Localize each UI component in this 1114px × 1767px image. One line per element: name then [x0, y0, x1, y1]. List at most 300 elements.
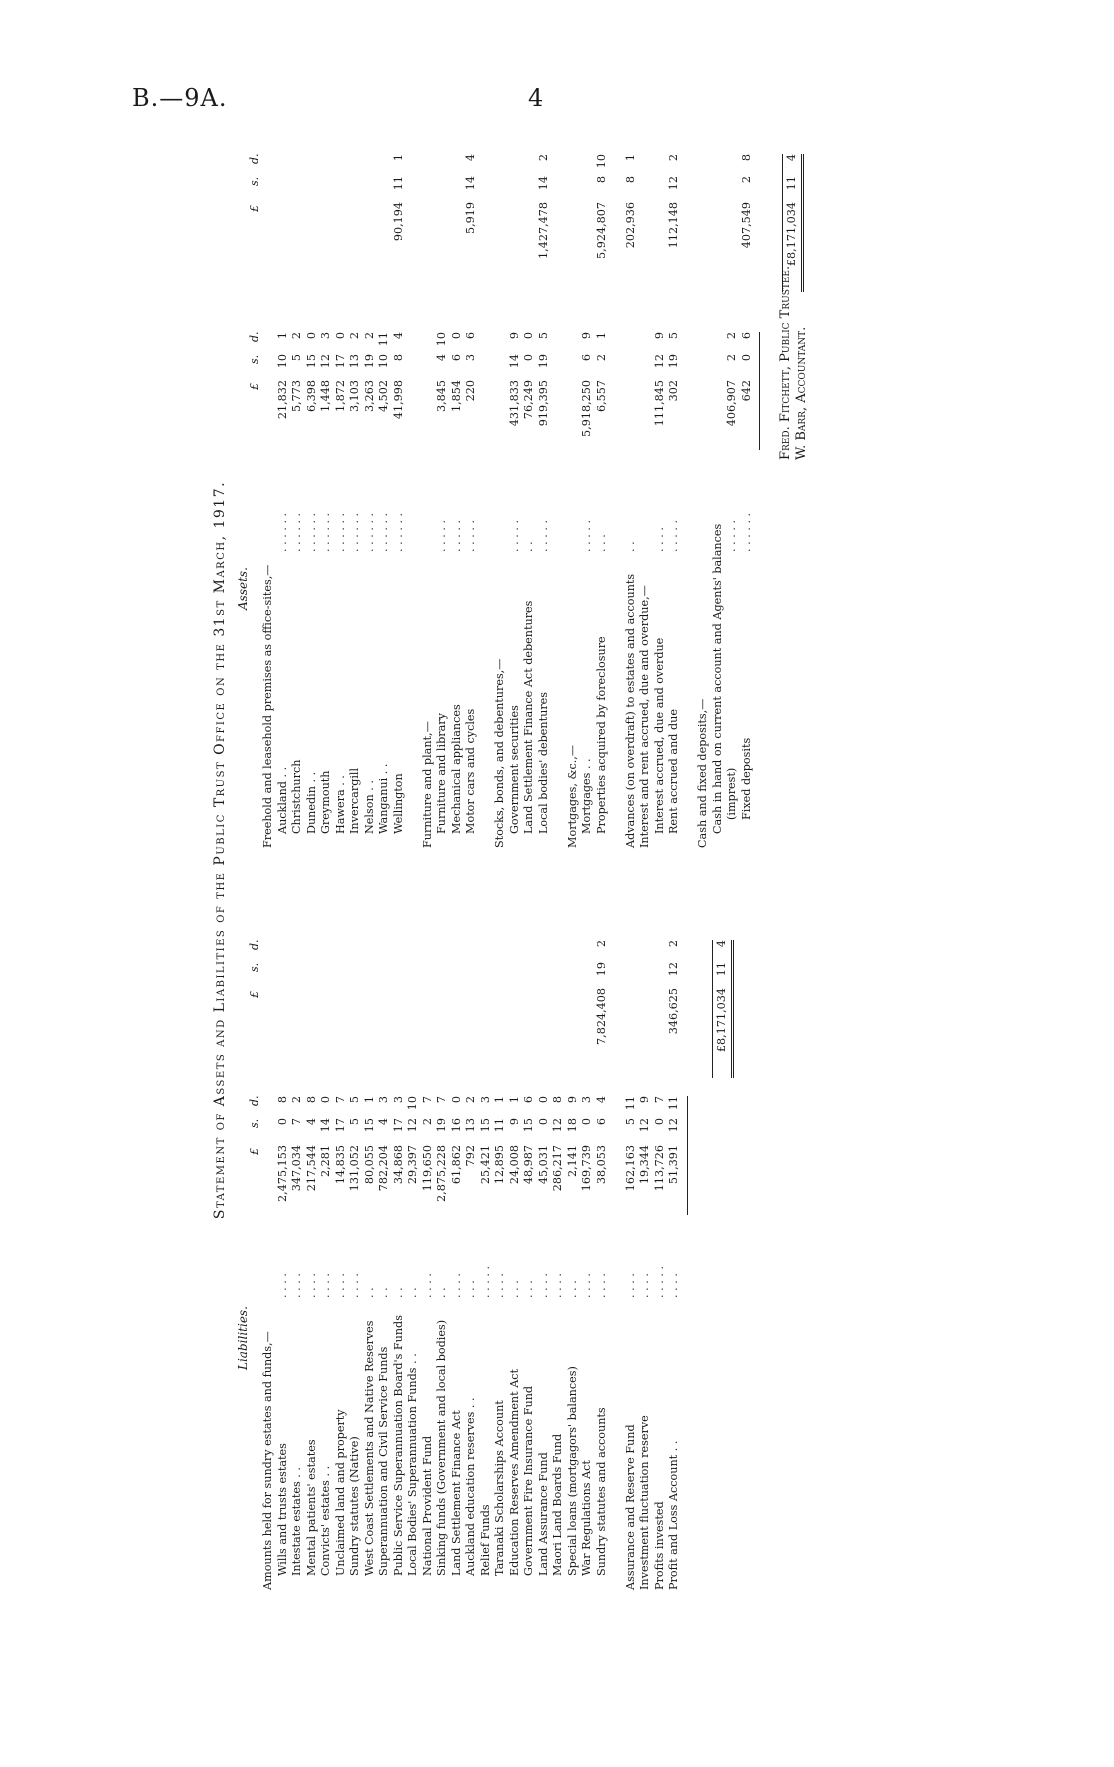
amount-cell: 9	[565, 1096, 579, 1104]
amount-cell: 34,868	[391, 1145, 405, 1185]
amount-cell: 0	[304, 332, 318, 340]
amount-cell: 2	[739, 176, 753, 184]
amount-cell: 9	[638, 1096, 651, 1104]
amount-cell: 792	[464, 1145, 477, 1167]
amount-cell: 11	[377, 332, 390, 347]
row-label: National Provident Fund	[420, 1435, 434, 1576]
amount-cell: 0	[333, 332, 347, 340]
leader-dots: . . . . .	[507, 519, 521, 552]
total-rule	[712, 940, 713, 1078]
page-ref: B.—9A.	[132, 84, 228, 112]
table-row	[726, 110, 738, 848]
amount-cell: 346,625	[667, 988, 680, 1035]
table-row	[596, 870, 608, 1590]
amount-cell: 12	[638, 1118, 651, 1133]
amount-cell: 8	[623, 176, 637, 184]
leader-dots: . .	[377, 1287, 390, 1298]
amount-cell: 8	[304, 1096, 318, 1104]
amount-cell: 3,845	[435, 380, 448, 413]
leader-dots: . . . .	[652, 527, 666, 552]
row-label: Mechanical appliances	[449, 704, 463, 834]
leader-dots: . . . .	[551, 1273, 564, 1298]
amount-cell: 2	[667, 940, 680, 948]
row-label: Interest and rent accrued, due and overdue,—	[638, 585, 651, 848]
amount-cell: 3,263	[362, 380, 376, 413]
amount-cell: 45,031	[536, 1145, 550, 1185]
amount-cell: 48,987	[522, 1145, 535, 1185]
row-label: Auckland education reserves . .	[464, 1397, 477, 1576]
amount-cell: 782,204	[377, 1145, 390, 1192]
leader-dots: . . . .	[536, 1273, 550, 1298]
row-label: Wanganui . .	[377, 763, 390, 834]
amount-cell: 11	[493, 1118, 506, 1133]
row-label: Sundry statutes (Native)	[348, 1436, 361, 1576]
leader-dots: . . . .	[290, 1273, 303, 1298]
amount-cell: 1,427,478	[536, 202, 550, 259]
amount-cell: 202,936	[623, 202, 637, 249]
amount-cell: 14	[319, 1118, 332, 1133]
amount-cell: 2	[536, 154, 550, 162]
amount-cell: 15	[304, 354, 318, 369]
amount-cell: 347,034	[290, 1145, 303, 1192]
row-label: Stocks, bonds, and debentures,—	[493, 658, 506, 848]
column-header: d.	[248, 939, 261, 950]
amount-cell: 16	[449, 1118, 463, 1133]
amount-cell: 15	[522, 1118, 535, 1133]
table-row	[668, 110, 680, 848]
row-label: Land Assurance Fund	[536, 1452, 550, 1576]
amount-cell: 12	[667, 176, 680, 191]
table-row	[364, 110, 376, 848]
total-amount: £8,171,034	[785, 202, 798, 267]
table-row	[639, 870, 651, 1590]
assets-table	[246, 110, 846, 848]
amount-cell: 7	[420, 1096, 434, 1104]
row-label: Special loans (mortgagors' balances)	[565, 1366, 579, 1576]
leader-dots: . . . .	[319, 1273, 332, 1298]
amount-cell: 1	[623, 154, 637, 162]
amount-cell: 0	[449, 1096, 463, 1104]
table-row	[654, 110, 666, 848]
total-amount: 11	[715, 962, 728, 977]
table-row	[552, 870, 564, 1590]
leader-dots: . . . .	[638, 1273, 651, 1298]
amount-cell: 12	[406, 1118, 419, 1133]
table-row	[306, 870, 318, 1590]
amount-cell: 0	[652, 1118, 666, 1126]
amount-cell: 25,421	[478, 1145, 492, 1185]
column-header: s.	[248, 1118, 261, 1128]
row-label: Profits invested	[652, 1501, 666, 1590]
amount-cell: 19	[362, 354, 376, 369]
assets-heading: Assets.	[236, 567, 250, 610]
amount-cell: 131,052	[348, 1145, 361, 1192]
leader-dots: . . . . . .	[377, 512, 390, 552]
amount-cell: 5	[290, 354, 303, 362]
amount-cell: 2,141	[565, 1145, 579, 1178]
amount-cell: 4	[377, 1118, 390, 1126]
row-label: Cash and fixed deposits,—	[696, 698, 709, 848]
leader-dots: . . .	[464, 1280, 477, 1298]
amount-cell: 4	[391, 332, 405, 340]
total-double-rule	[801, 154, 804, 292]
table-row	[335, 110, 347, 848]
leader-dots: . . .	[507, 1280, 521, 1298]
column-header: s.	[248, 962, 261, 972]
amount-cell: 3	[391, 1096, 405, 1104]
amount-cell: 0	[522, 332, 535, 340]
amount-cell: 8	[391, 354, 405, 362]
table-row	[625, 870, 637, 1590]
total-double-rule	[731, 940, 734, 1078]
table-row	[407, 110, 419, 848]
row-label: Land Settlement Finance Act debentures	[522, 600, 535, 834]
amount-cell: 1,872	[333, 380, 347, 413]
amount-cell: 2	[420, 1118, 434, 1126]
amount-cell: 6	[580, 354, 593, 362]
row-label: Furniture and plant,—	[420, 721, 434, 848]
amount-cell: 13	[464, 1118, 477, 1133]
table-row	[277, 870, 289, 1590]
leader-dots: . . . . .	[667, 519, 680, 552]
table-row	[596, 110, 608, 848]
table-row	[335, 870, 347, 1590]
row-label: Auckland . .	[275, 766, 289, 834]
amount-cell: 4	[304, 1118, 318, 1126]
amount-cell: 0	[580, 1118, 593, 1126]
table-row	[306, 110, 318, 848]
row-label: Greymouth	[319, 770, 332, 834]
amount-cell: 2,875,228	[435, 1145, 448, 1202]
amount-cell: 5	[667, 332, 680, 340]
leader-dots: . . . . . .	[290, 512, 303, 552]
leader-dots: . . . . . .	[348, 512, 361, 552]
amount-cell: 431,833	[507, 380, 521, 427]
amount-cell: 10	[406, 1096, 419, 1111]
table-row	[393, 870, 405, 1590]
leader-dots: . . .	[522, 1280, 535, 1298]
amount-cell: 642	[739, 380, 753, 402]
amount-cell: 12	[551, 1118, 564, 1133]
leader-dots: . .	[435, 1287, 448, 1298]
rotated-statement	[212, 110, 877, 1590]
leader-dots: . . . . .	[435, 519, 448, 552]
statement-title: Statement of Assets and Liabilities of the Public Trust Office on the 31st March, 1917.	[212, 480, 228, 1220]
amount-cell: 5	[348, 1096, 361, 1104]
amount-cell: 80,055	[362, 1145, 376, 1185]
amount-cell: 38,053	[594, 1145, 608, 1185]
amount-cell: 3	[478, 1096, 492, 1104]
leader-dots: . .	[362, 1287, 376, 1298]
table-row	[610, 870, 622, 1590]
amount-cell: 19	[667, 354, 680, 369]
amount-cell: 3	[377, 1096, 390, 1104]
amount-cell: 21,832	[275, 380, 289, 420]
table-row	[509, 110, 521, 848]
table-row	[509, 870, 521, 1590]
row-label: Nelson . .	[362, 780, 376, 834]
table-row	[654, 870, 666, 1590]
amount-cell: 0	[319, 1096, 332, 1104]
amount-cell: 1,448	[319, 380, 332, 413]
amount-cell: 4	[594, 1096, 608, 1104]
amount-cell: 2,475,153	[275, 1145, 289, 1202]
total-row	[786, 110, 798, 848]
amount-cell: 302	[667, 380, 680, 402]
leader-dots: . . . .	[304, 1273, 318, 1298]
table-row	[494, 870, 506, 1590]
amount-cell: 1,854	[449, 380, 463, 413]
table-row	[741, 110, 753, 848]
row-label: Land Settlement Finance Act	[449, 1410, 463, 1576]
amount-cell: 11	[391, 176, 405, 191]
amount-cell: 5,924,807	[594, 202, 608, 259]
total-amount: 11	[785, 176, 798, 191]
amount-cell: 162,163	[623, 1145, 637, 1192]
leader-dots: . .	[623, 541, 637, 552]
amount-cell: 19,344	[638, 1145, 651, 1185]
amount-cell: 169,739	[580, 1145, 593, 1192]
table-row	[480, 110, 492, 848]
amount-cell: 919,395	[536, 380, 550, 427]
amount-cell: 1	[493, 1096, 506, 1104]
amount-cell: 113,726	[652, 1145, 666, 1192]
row-label: Freehold and leasehold premises as office-sites,—	[261, 564, 274, 848]
table-row	[567, 870, 579, 1590]
row-label: (imprest)	[725, 767, 738, 820]
leader-dots: . . . . .	[478, 1265, 492, 1298]
row-label: War Regulations Act	[580, 1460, 593, 1576]
table-row	[610, 110, 622, 848]
subtotal-rule	[687, 1096, 688, 1215]
row-label: Mortgages . .	[580, 758, 593, 834]
amount-cell: 0	[536, 1096, 550, 1104]
leader-dots: . . . .	[594, 1273, 608, 1298]
amount-cell: 6	[464, 332, 477, 340]
column-header: d.	[248, 1095, 261, 1106]
table-row	[494, 110, 506, 848]
amount-cell: 41,998	[391, 380, 405, 420]
subtotal-rule	[759, 332, 760, 450]
leader-dots: . . . .	[449, 1273, 463, 1298]
table-row	[436, 870, 448, 1590]
row-label: Public Service Superannuation Board's Funds	[391, 1315, 405, 1576]
column-header: £	[248, 1148, 261, 1155]
amount-cell: 5	[623, 1118, 637, 1126]
table-row	[422, 870, 434, 1590]
table-row	[538, 870, 550, 1590]
amount-cell: 3,103	[348, 380, 361, 413]
table-row	[378, 110, 390, 848]
row-label: Intestate estates . .	[290, 1467, 303, 1576]
amount-cell: 12	[667, 1118, 680, 1133]
amount-cell: 3	[464, 354, 477, 362]
table-row	[523, 870, 535, 1590]
leader-dots: . . . . . .	[304, 512, 318, 552]
amount-cell: 8	[594, 176, 608, 184]
table-row	[552, 110, 564, 848]
amount-cell: 0	[522, 354, 535, 362]
signature-accountant: W. Barr, Accountant.	[794, 326, 809, 460]
amount-cell: 2	[464, 1096, 477, 1104]
amount-cell: 11	[667, 1096, 680, 1111]
amount-cell: 19	[435, 1118, 448, 1133]
leader-dots: . .	[406, 1287, 419, 1298]
row-label: Local bodies' debentures	[536, 691, 550, 834]
leader-dots: . . . .	[580, 1273, 593, 1298]
amount-cell: 6	[739, 332, 753, 340]
leader-dots: . . . .	[348, 1273, 361, 1298]
leader-dots: . . . .	[333, 1273, 347, 1298]
amount-cell: 17	[391, 1118, 405, 1133]
amount-cell: 12	[652, 354, 666, 369]
row-label: Fixed deposits	[739, 737, 753, 820]
leader-dots: . . . .	[667, 1273, 680, 1298]
amount-cell: 17	[333, 1118, 347, 1133]
row-label: Dunedin . .	[304, 771, 318, 834]
row-label: Superannuation and Civil Service Funds	[377, 1346, 390, 1576]
liabilities-heading: Liabilities.	[236, 1306, 250, 1370]
row-label: Profit and Loss Account . .	[667, 1440, 680, 1590]
amount-cell: 0	[739, 354, 753, 362]
amount-cell: 407,549	[739, 202, 753, 249]
row-label: Wellington	[391, 773, 405, 834]
row-label: Christchurch	[290, 759, 303, 834]
amount-cell: 90,194	[391, 202, 405, 242]
row-label: Taranaki Scholarships Account	[493, 1400, 506, 1576]
amount-cell: 10	[435, 332, 448, 347]
amount-cell: 2	[290, 332, 303, 340]
amount-cell: 10	[594, 154, 608, 169]
row-label: Assurance and Reserve Fund	[623, 1424, 637, 1590]
amount-cell: 1	[507, 1096, 521, 1104]
amount-cell: 8	[275, 1096, 289, 1104]
amount-cell: 4	[464, 154, 477, 162]
column-header: £	[248, 205, 261, 212]
table-row	[712, 110, 724, 848]
amount-cell: 1	[275, 332, 289, 340]
column-header: s.	[248, 176, 261, 186]
amount-cell: 1	[594, 332, 608, 340]
amount-cell: 7,824,408	[594, 988, 608, 1045]
amount-cell: 6,398	[304, 380, 318, 413]
amount-cell: 24,008	[507, 1145, 521, 1185]
leader-dots: . . . . .	[652, 1265, 666, 1298]
amount-cell: 2	[290, 1096, 303, 1104]
row-label: Government securities	[507, 705, 521, 834]
leader-dots: . . . . . .	[391, 512, 405, 552]
amount-cell: 119,650	[420, 1145, 434, 1192]
table-row	[625, 110, 637, 848]
amount-cell: 18	[565, 1118, 579, 1133]
total-amount: 4	[785, 154, 798, 162]
amount-cell: 5	[536, 332, 550, 340]
table-row	[422, 110, 434, 848]
table-row	[639, 110, 651, 848]
amount-cell: 2	[362, 332, 376, 340]
table-row	[320, 110, 332, 848]
amount-cell: 6,557	[594, 380, 608, 413]
amount-cell: 9	[580, 332, 593, 340]
signature-public-trustee: Fred. Fitchett, Public Trustee.	[778, 265, 793, 460]
row-label: Investment fluctuation reserve	[638, 1415, 651, 1590]
amount-cell: 7	[290, 1118, 303, 1126]
amount-cell: 10	[377, 354, 390, 369]
leader-dots: . . . . .	[449, 519, 463, 552]
amount-cell: 2	[348, 332, 361, 340]
amount-cell: 6	[594, 1118, 608, 1126]
amount-cell: 2	[725, 354, 738, 362]
row-label: Invercargill	[348, 767, 361, 834]
leader-dots: . . . . . .	[319, 512, 332, 552]
table-row	[465, 110, 477, 848]
amount-cell: 8	[551, 1096, 564, 1104]
amount-cell: 6	[449, 354, 463, 362]
column-header: £	[248, 383, 261, 390]
amount-cell: 15	[478, 1118, 492, 1133]
amount-cell: 2	[667, 154, 680, 162]
row-label: Relief Funds	[478, 1504, 492, 1576]
table-row	[581, 870, 593, 1590]
table-row	[697, 110, 709, 848]
amount-cell: 2	[594, 940, 608, 948]
liabilities-table	[246, 870, 846, 1590]
total-row	[716, 870, 728, 1590]
amount-cell: 9	[507, 1118, 521, 1126]
table-row	[451, 870, 463, 1590]
amount-cell: 29,397	[406, 1145, 419, 1185]
table-row	[683, 110, 695, 848]
amount-cell: 0	[275, 1118, 289, 1126]
leader-dots: . . .	[594, 534, 608, 552]
amount-cell: 4	[435, 354, 448, 362]
amount-cell: 15	[362, 1118, 376, 1133]
amount-cell: 5,918,250	[580, 380, 593, 437]
amount-cell: 51,391	[667, 1145, 680, 1185]
amount-cell: 10	[275, 354, 289, 369]
amount-cell: 0	[536, 1118, 550, 1126]
amount-cell: 17	[333, 354, 347, 369]
amount-cell: 7	[652, 1096, 666, 1104]
leader-dots: . . . . .	[725, 519, 738, 552]
table-row	[320, 870, 332, 1590]
amount-cell: 9	[507, 332, 521, 340]
row-label: Government Fire Insurance Fund	[522, 1385, 535, 1576]
leader-dots: . . . .	[420, 1273, 434, 1298]
amount-cell: 14	[464, 176, 477, 191]
amount-cell: 19	[536, 354, 550, 369]
row-label: Sundry statutes and accounts	[594, 1407, 608, 1576]
amount-cell: 76,249	[522, 380, 535, 420]
row-label: Wills and trusts estates	[275, 1443, 289, 1576]
table-row	[262, 110, 274, 848]
total-amount: £8,171,034	[715, 988, 728, 1053]
amount-cell: 5,773	[290, 380, 303, 413]
row-label: Interest accrued, due and overdue	[652, 637, 666, 834]
table-row	[364, 870, 376, 1590]
table-row	[393, 110, 405, 848]
amount-cell: 14	[507, 354, 521, 369]
table-row	[668, 870, 680, 1590]
amount-cell: 4,502	[377, 380, 390, 413]
table-row	[407, 870, 419, 1590]
amount-cell: 19	[594, 962, 608, 977]
amount-cell: 406,907	[725, 380, 738, 427]
row-label: Convicts' estates . .	[319, 1465, 332, 1576]
leader-dots: . . . . . .	[362, 512, 376, 552]
amount-cell: 2	[725, 332, 738, 340]
row-label: Furniture and library	[435, 713, 448, 834]
